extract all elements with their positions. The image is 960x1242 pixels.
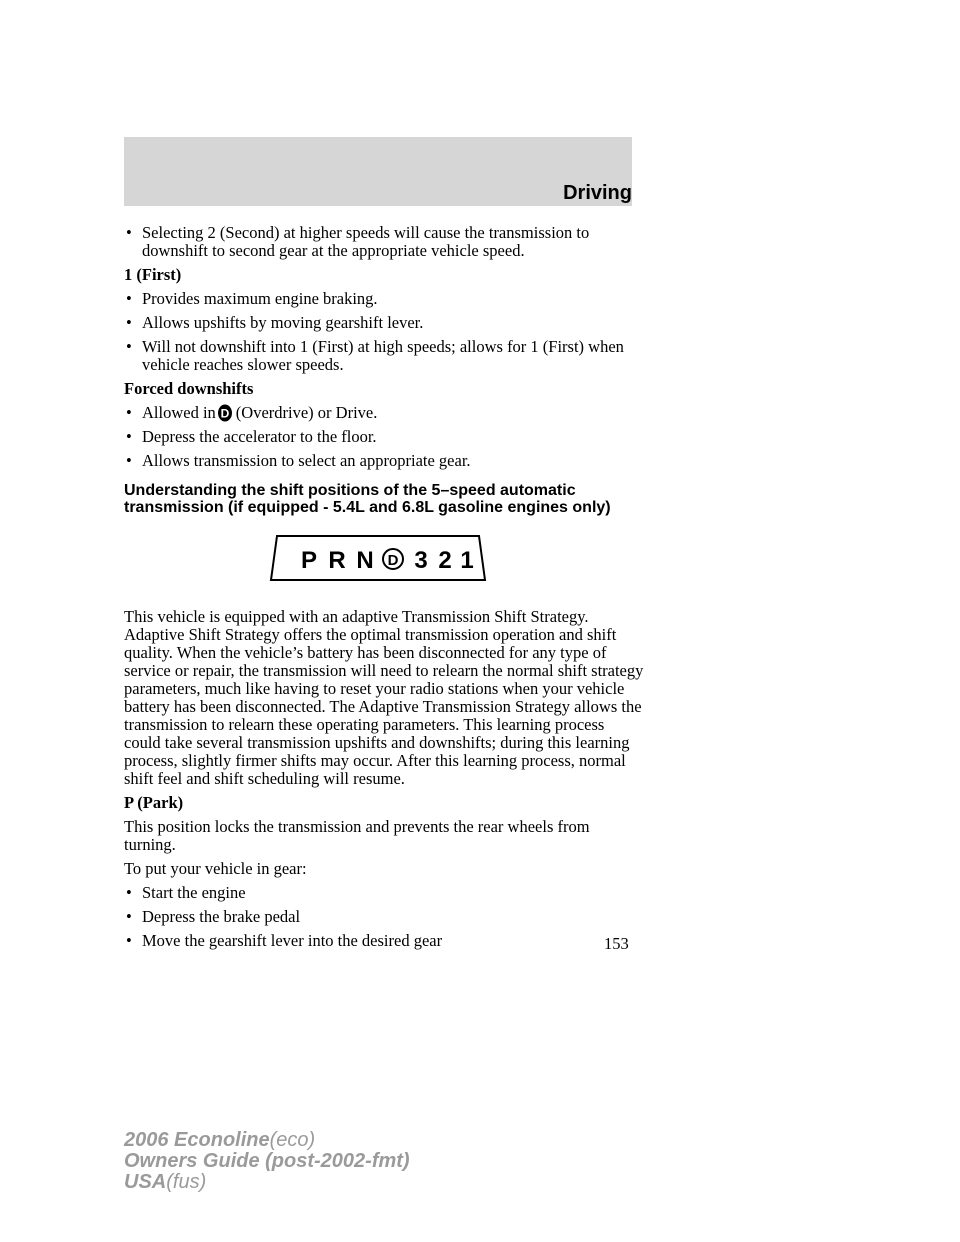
overdrive-icon [217, 404, 233, 422]
bullet-text: Depress the accelerator to the floor. [142, 427, 377, 446]
list-item: • Will not downshift into 1 (First) at high speeds; allows for 1 (First) when vehicle reaches slower speeds. [126, 337, 624, 374]
footer-guide: Owners Guide (post-2002-fmt) [124, 1150, 410, 1172]
list-item: • Provides maximum engine braking. [126, 289, 378, 308]
gear-indicator-diagram [124, 522, 644, 602]
gear-indicator-graphic [267, 534, 487, 582]
footer-model-code: (eco) [269, 1129, 316, 1151]
bullet-text: Move the gearshift lever into the desired gear [142, 931, 443, 950]
gear-d-label: D [387, 552, 399, 569]
list-item: • Depress the brake pedal [126, 907, 301, 926]
forced-downshifts-heading: Forced downshifts [124, 379, 254, 398]
footer-market-code: (fus) [166, 1171, 207, 1193]
gear-r-label: R [328, 547, 346, 574]
page-content [124, 224, 644, 956]
first-heading: 1 (First) [124, 265, 182, 284]
list-item: • Allows upshifts by moving gearshift lever. [126, 313, 424, 332]
bullet-text: Will not downshift into 1 (First) at high speeds; allows for 1 (First) when vehicle reaches slower speeds. [142, 337, 624, 374]
page-number: 153 [604, 934, 629, 953]
bullet-text: Start the engine [142, 883, 246, 902]
bullet-text: Provides maximum engine braking. [142, 289, 378, 308]
list-item: • Allows transmission to select an appropriate gear. [126, 451, 471, 470]
section-heading: Understanding the shift positions of the 5–speed automatic transmission (if equipped - 5.4L and 6.8L gasoline engines only) [124, 482, 611, 516]
bullet-text: Allows transmission to select an appropriate gear. [142, 451, 471, 470]
bullet-text: Selecting 2 (Second) at higher speeds will cause the transmission to downshift to second gear at the appropriate vehicle speed. [142, 223, 590, 260]
adaptive-strategy-paragraph: This vehicle is equipped with an adaptive Transmission Shift Strategy. Adaptive Shift Strategy offers the optimal transmission operation and shift quality. When the vehicle’s battery has been disconnected for any type of service or repair, the transmission will need to relearn the normal shift strategy parameters, much like having to reset your radio stations when your vehicle battery has been disconnected. The Adaptive Transmission Strategy allows the transmission to relearn these operating parameters. This learning process could take several transmission upshifts and downshifts; during this learning process, slightly firmer shifts may occur. After this learning process, normal shift feel and shift scheduling will resume. [124, 607, 644, 788]
list-item: • Selecting 2 (Second) at higher speeds will cause the transmission to downshift to second gear at the appropriate vehicle speed. [126, 223, 590, 260]
section-title: Driving [563, 182, 632, 204]
gear-intro: To put your vehicle in gear: [124, 859, 307, 878]
footer-market: USA [124, 1171, 167, 1193]
footer-model: 2006 Econoline [124, 1129, 270, 1151]
list-item: • Allowed in D (Overdrive) or Drive. [126, 403, 378, 422]
gear-n-label: N [356, 547, 374, 574]
svg-text:D: D [220, 406, 230, 421]
list-item: • Move the gearshift lever into the desired gear [126, 931, 443, 950]
gear-p-label: P [300, 547, 318, 574]
bullet-text: (Overdrive) or Drive. [235, 403, 378, 422]
bullet-text: Depress the brake pedal [142, 907, 301, 926]
list-item: • Start the engine [126, 883, 246, 902]
bullet-text: Allowed in [142, 403, 216, 422]
footer [124, 1130, 410, 1193]
list-item: • Depress the accelerator to the floor. [126, 427, 377, 446]
park-heading: P (Park) [124, 793, 184, 812]
bullet-text: Allows upshifts by moving gearshift lever. [142, 313, 424, 332]
gear-2-label: 2 [438, 547, 452, 574]
park-paragraph: This position locks the transmission and prevents the rear wheels from turning. [124, 817, 590, 854]
gear-1-label: 1 [460, 547, 474, 574]
gear-3-label: 3 [414, 547, 428, 574]
